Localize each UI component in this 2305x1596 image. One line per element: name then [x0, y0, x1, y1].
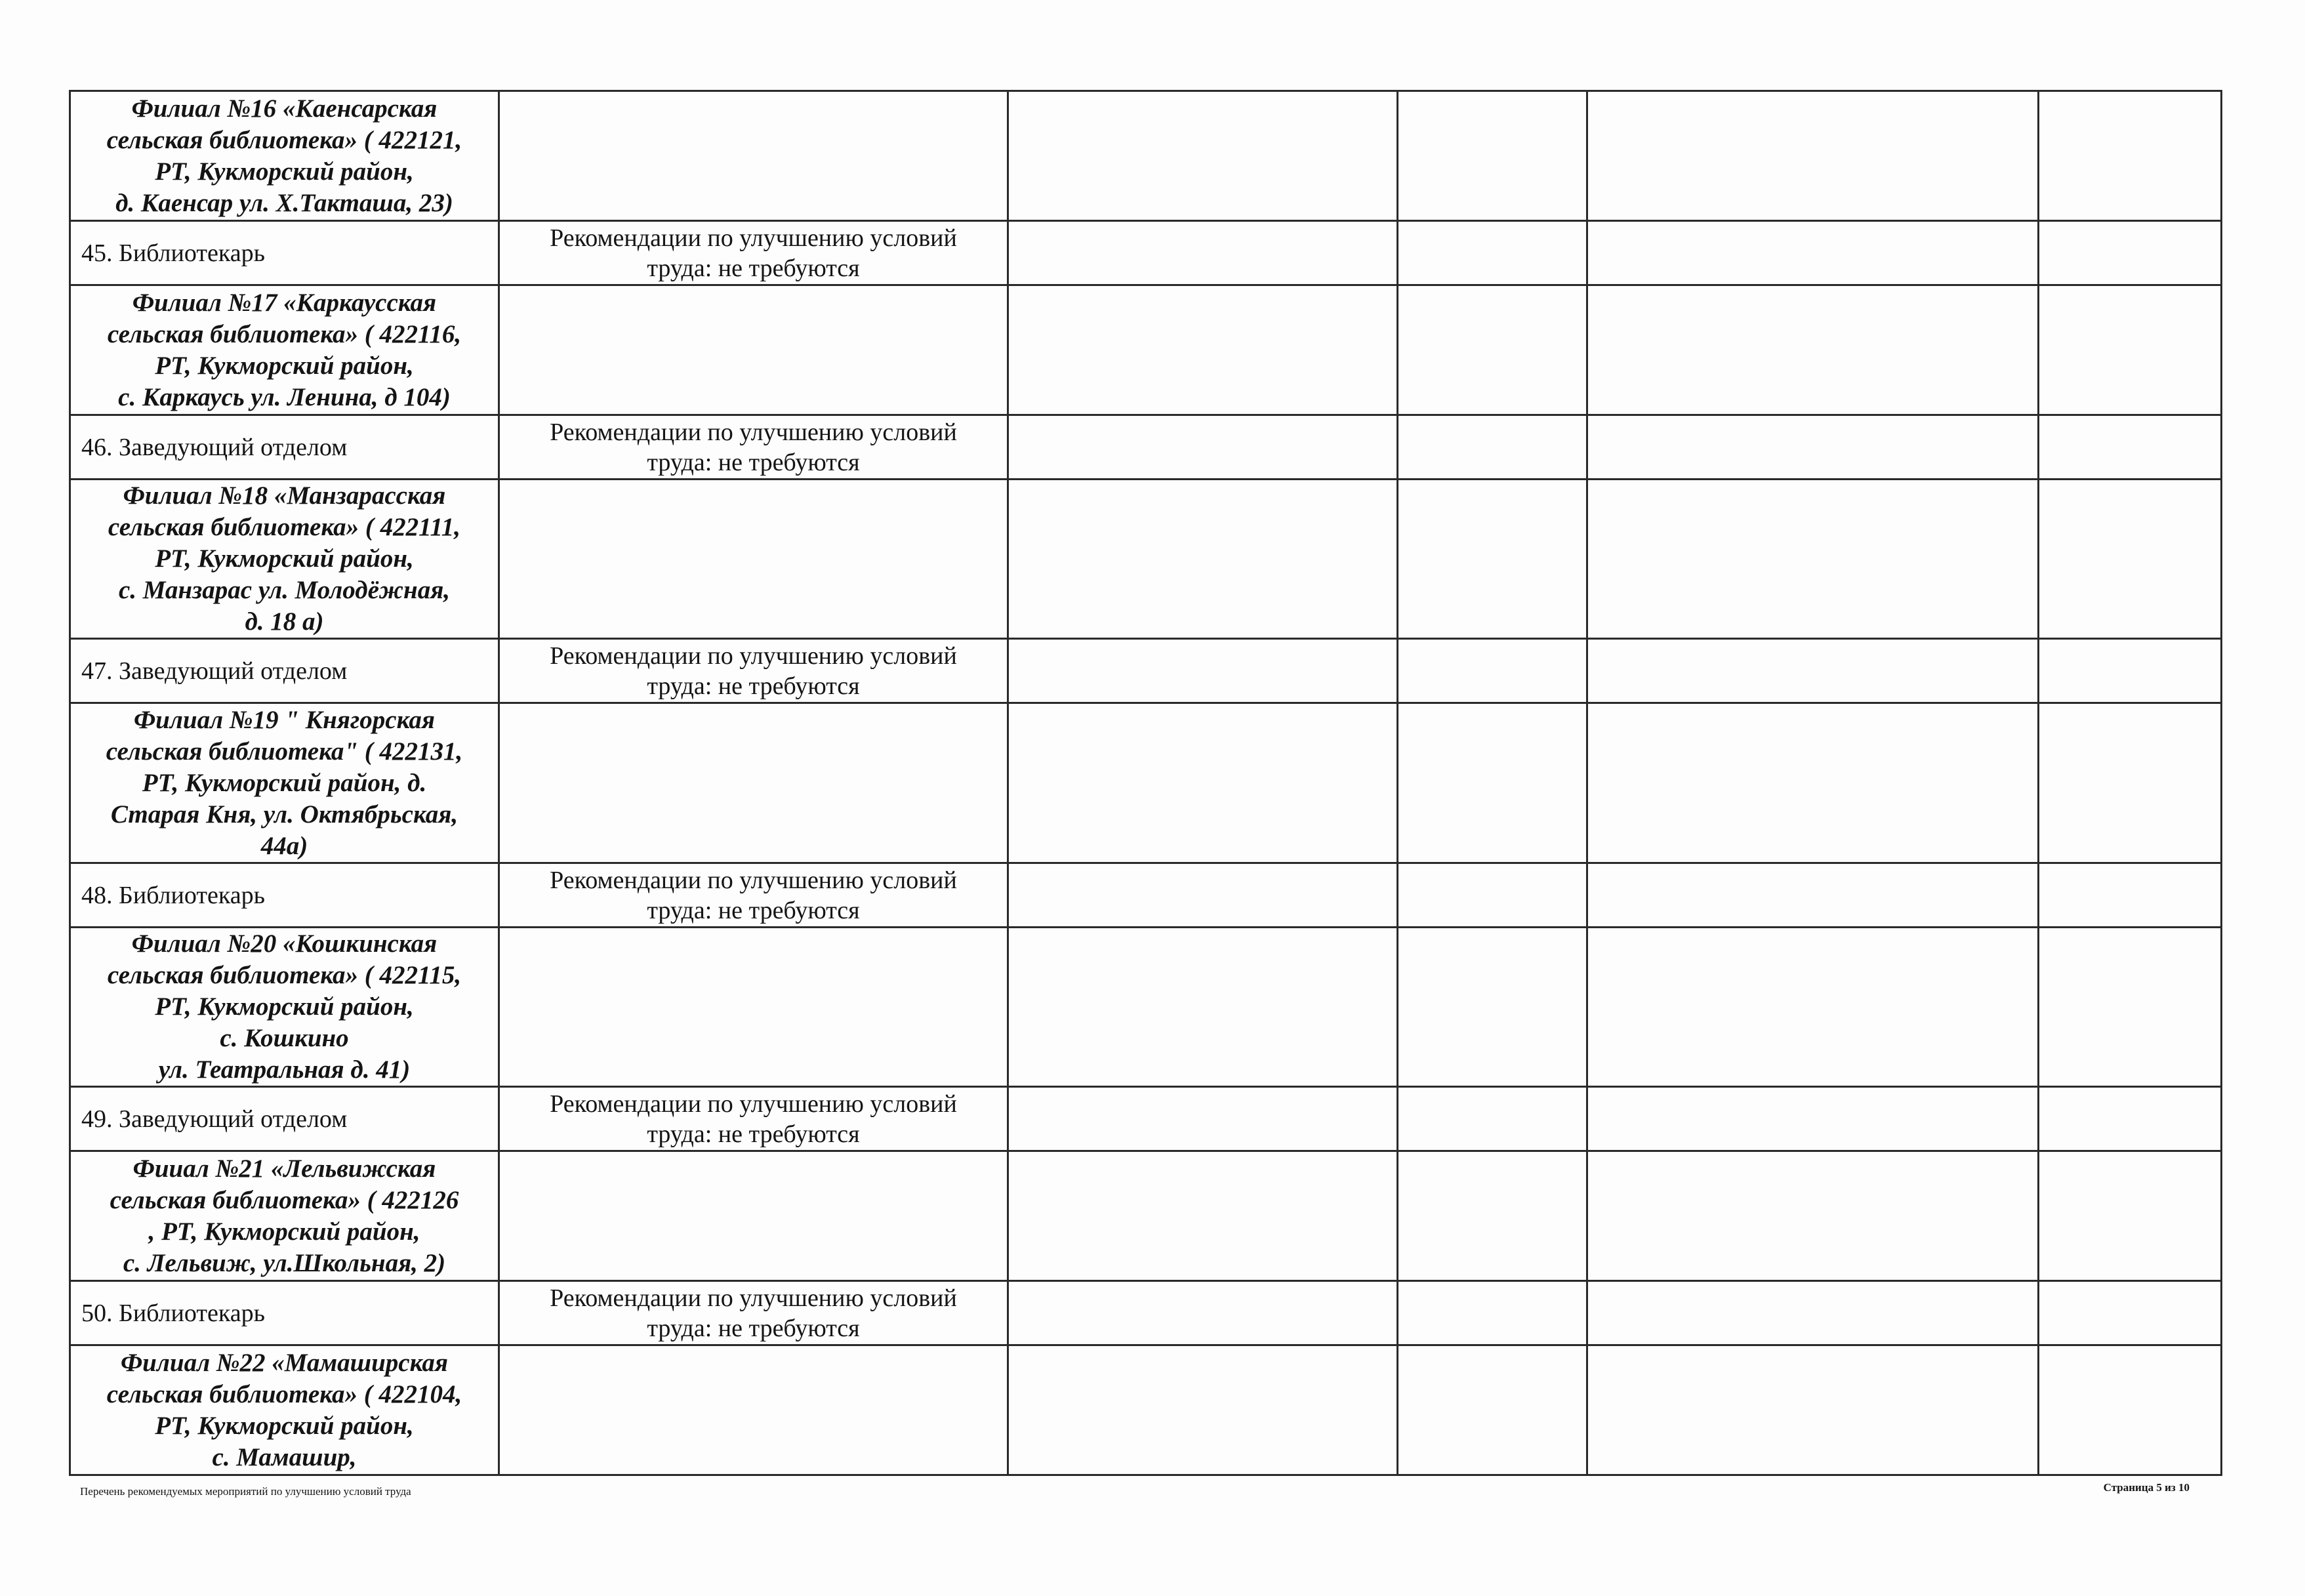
empty-cell: [1587, 703, 2039, 863]
recommendation-cell: Рекомендации по улучшению условий труда: не требуются: [499, 415, 1008, 480]
empty-cell: [1398, 285, 1587, 415]
empty-cell: [2039, 1281, 2222, 1345]
recommendation-cell: Рекомендации по улучшению условий труда: не требуются: [499, 221, 1008, 285]
position-row: [70, 1087, 2222, 1151]
empty-cell: [1008, 928, 1398, 1087]
recommendation-cell: Рекомендации по улучшению условий труда: не требуются: [499, 863, 1008, 928]
empty-cell: [499, 1345, 1008, 1475]
footer-document-title: Перечень рекомендуемых мероприятий по улучшению условий труда: [80, 1485, 411, 1498]
empty-cell: [2039, 415, 2222, 480]
branch-name-cell: Фииал №21 «Лельвижская сельская библиотека» ( 422126 , РТ, Кукморский район, с. Лельвиж, ул.Школьная, 2): [70, 1151, 499, 1281]
empty-cell: [1587, 480, 2039, 639]
empty-cell: [2039, 285, 2222, 415]
empty-cell: [2039, 1087, 2222, 1151]
position-cell: 50. Библиотекарь: [70, 1281, 499, 1345]
branch-name-cell: Филиал №18 «Манзарасская сельская библиотека» ( 422111, РТ, Кукморский район, с. Манзарас ул. Молодёжная, д. 18 а): [70, 480, 499, 639]
empty-cell: [1587, 863, 2039, 928]
empty-cell: [2039, 221, 2222, 285]
position-cell: 47. Заведующий отделом: [70, 639, 499, 703]
position-row: [70, 415, 2222, 480]
position-row: [70, 639, 2222, 703]
empty-cell: [1587, 91, 2039, 221]
position-cell: 45. Библиотекарь: [70, 221, 499, 285]
empty-cell: [499, 703, 1008, 863]
empty-cell: [1587, 285, 2039, 415]
branch-name-cell: Филиал №16 «Каенсарская сельская библиотека» ( 422121, РТ, Кукморский район, д. Каенсар ул. Х.Такташа, 23): [70, 91, 499, 221]
empty-cell: [2039, 1345, 2222, 1475]
empty-cell: [1587, 1087, 2039, 1151]
empty-cell: [499, 91, 1008, 221]
empty-cell: [2039, 639, 2222, 703]
empty-cell: [1398, 480, 1587, 639]
empty-cell: [1398, 639, 1587, 703]
empty-cell: [1398, 91, 1587, 221]
recommendation-cell: Рекомендации по улучшению условий труда: не требуются: [499, 1087, 1008, 1151]
empty-cell: [1398, 1087, 1587, 1151]
position-row: [70, 1281, 2222, 1345]
branch-row: [70, 91, 2222, 221]
position-cell: 48. Библиотекарь: [70, 863, 499, 928]
empty-cell: [1587, 1151, 2039, 1281]
branch-name-cell: Филиал №22 «Мамаширская сельская библиотека» ( 422104, РТ, Кукморский район, с. Мамашир,: [70, 1345, 499, 1475]
branch-name-cell: Филиал №17 «Каркаусская сельская библиотека» ( 422116, РТ, Кукморский район, с. Каркаусь ул. Ленина, д 104): [70, 285, 499, 415]
branch-name-cell: Филиал №20 «Кошкинская сельская библиотека» ( 422115, РТ, Кукморский район, с. Кошкино ул. Театральная д. 41): [70, 928, 499, 1087]
recommendation-cell: Рекомендации по улучшению условий труда: не требуются: [499, 639, 1008, 703]
empty-cell: [2039, 91, 2222, 221]
empty-cell: [1008, 1281, 1398, 1345]
recommendation-cell: Рекомендации по улучшению условий труда: не требуются: [499, 1281, 1008, 1345]
empty-cell: [1398, 703, 1587, 863]
empty-cell: [1398, 1281, 1587, 1345]
empty-cell: [1008, 415, 1398, 480]
empty-cell: [1398, 863, 1587, 928]
empty-cell: [1398, 221, 1587, 285]
position-cell: 49. Заведующий отделом: [70, 1087, 499, 1151]
empty-cell: [1008, 91, 1398, 221]
empty-cell: [2039, 863, 2222, 928]
branch-name-cell: Филиал №19 " Княгорская сельская библиотека" ( 422131, РТ, Кукморский район, д. Старая Кня, ул. Октябрьская, 44а): [70, 703, 499, 863]
empty-cell: [1398, 1151, 1587, 1281]
empty-cell: [1587, 415, 2039, 480]
branch-row: [70, 703, 2222, 863]
position-cell: 46. Заведующий отделом: [70, 415, 499, 480]
empty-cell: [1398, 415, 1587, 480]
empty-cell: [1008, 285, 1398, 415]
footer-page-number: Страница 5 из 10: [2103, 1481, 2190, 1494]
empty-cell: [1008, 703, 1398, 863]
position-row: [70, 863, 2222, 928]
empty-cell: [1587, 1345, 2039, 1475]
branch-row: [70, 928, 2222, 1087]
empty-cell: [1587, 928, 2039, 1087]
empty-cell: [1398, 1345, 1587, 1475]
empty-cell: [2039, 703, 2222, 863]
empty-cell: [1587, 639, 2039, 703]
branch-row: [70, 285, 2222, 415]
empty-cell: [1587, 221, 2039, 285]
empty-cell: [1008, 1087, 1398, 1151]
empty-cell: [499, 928, 1008, 1087]
empty-cell: [1008, 1345, 1398, 1475]
empty-cell: [1008, 480, 1398, 639]
empty-cell: [499, 1151, 1008, 1281]
empty-cell: [499, 285, 1008, 415]
branch-row: [70, 1151, 2222, 1281]
empty-cell: [2039, 928, 2222, 1087]
empty-cell: [2039, 480, 2222, 639]
empty-cell: [1008, 863, 1398, 928]
empty-cell: [2039, 1151, 2222, 1281]
measures-table: [69, 90, 2222, 1476]
empty-cell: [1398, 928, 1587, 1087]
branch-row: [70, 1345, 2222, 1475]
empty-cell: [1587, 1281, 2039, 1345]
position-row: [70, 221, 2222, 285]
empty-cell: [1008, 639, 1398, 703]
empty-cell: [1008, 221, 1398, 285]
empty-cell: [499, 480, 1008, 639]
empty-cell: [1008, 1151, 1398, 1281]
branch-row: [70, 480, 2222, 639]
